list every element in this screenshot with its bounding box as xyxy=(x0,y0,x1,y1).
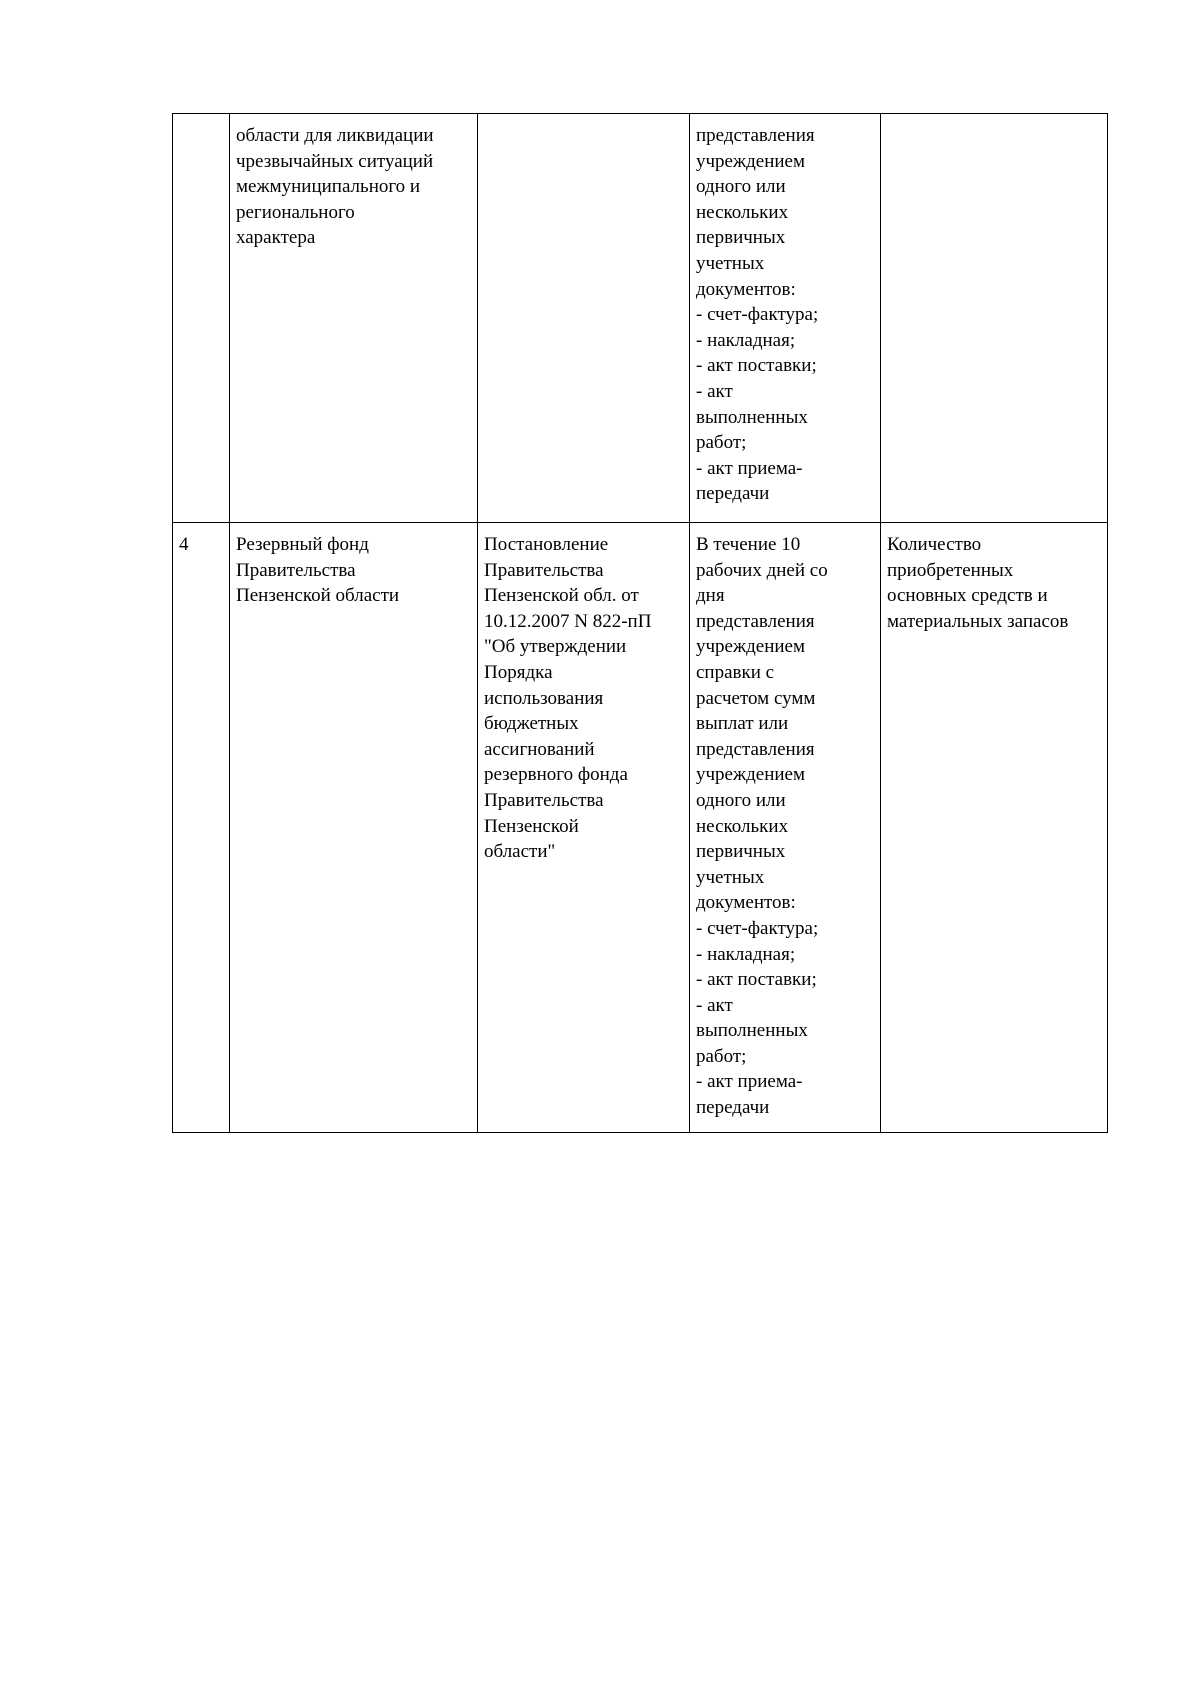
row-number-cell xyxy=(173,114,230,523)
legal-act-cell: Постановление Правительства Пензенской обл. от 10.12.2007 N 822-пП "Об утверждении Порядка использования бюджетных ассигнований резервного фонда Правительства Пензенской области" xyxy=(478,523,690,1133)
funds-table xyxy=(172,113,1108,1133)
term-cell: В течение 10 рабочих дней со дня представления учреждением справки с расчетом сумм выплат или представления учреждением одного или нескольких первичных учетных документов: - счет-фактура; - накладная; - акт поставки; - акт выполненных работ; - акт приема- передачи xyxy=(690,523,881,1133)
table-row xyxy=(173,523,1108,1133)
legal-act-cell xyxy=(478,114,690,523)
term-cell: представления учреждением одного или нескольких первичных учетных документов: - счет-фактура; - накладная; - акт поставки; - акт выполненных работ; - акт приема- передачи xyxy=(690,114,881,523)
fund-name-cell: области для ликвидации чрезвычайных ситуаций межмуниципального и регионального характера xyxy=(230,114,478,523)
indicator-cell: Количество приобретенных основных средств и материальных запасов xyxy=(881,523,1108,1133)
table-row xyxy=(173,114,1108,523)
fund-name-cell: Резервный фонд Правительства Пензенской области xyxy=(230,523,478,1133)
indicator-cell xyxy=(881,114,1108,523)
row-number-cell: 4 xyxy=(173,523,230,1133)
